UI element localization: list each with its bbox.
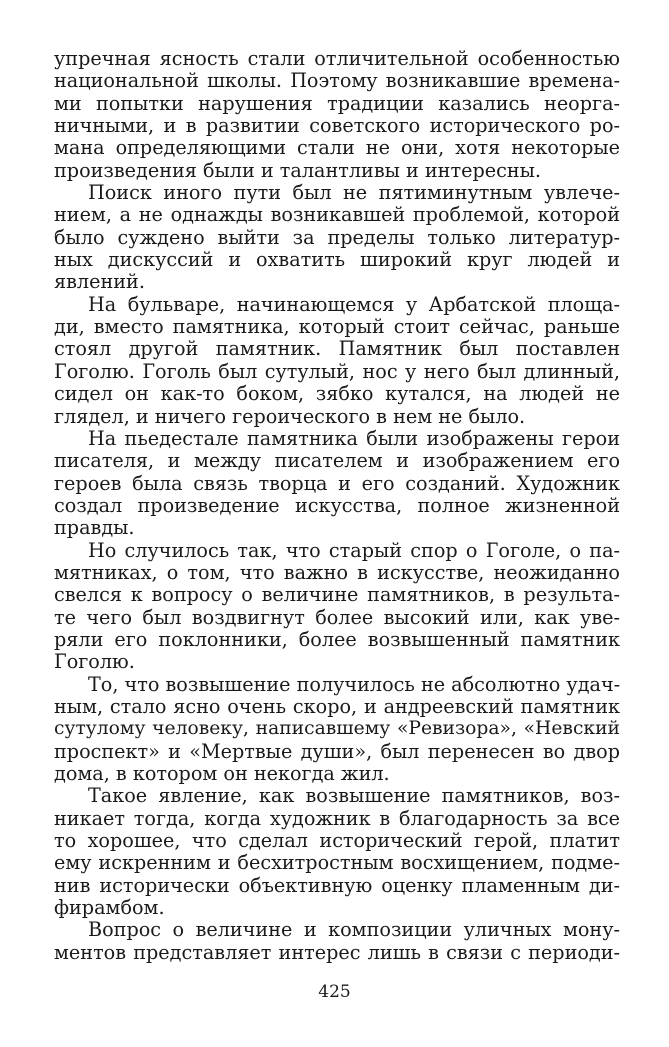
text-line: создал произведение искусства, полное жизненной	[54, 493, 620, 517]
text-line: Но случилось так, что старый спор о Гоголе, о па-	[88, 538, 620, 562]
paragraph-3	[54, 294, 620, 428]
text-line: мятниках, о том, что важно в искусстве, неожиданно	[54, 560, 620, 584]
page-number: 425	[318, 982, 351, 1002]
text-line: Такое явление, как возвышение памятников, воз-	[88, 784, 620, 808]
paragraph-8	[54, 919, 620, 964]
paragraph-1	[54, 48, 620, 182]
text-line: глядел, и ничего героического в нем не было.	[54, 404, 526, 428]
text-line: сидел он как-то боком, зябко кутался, на людей не	[54, 382, 620, 406]
paragraph-5	[54, 540, 620, 674]
text-line: стоял другой памятник. Памятник был поставлен	[54, 337, 620, 361]
text-line: ным, стало ясно очень скоро, и андреевский памятник	[54, 694, 620, 718]
page-text	[54, 48, 620, 964]
text-line: героев была связь творца и его созданий. Художник	[54, 471, 620, 495]
text-line: сутулому человеку, написавшему «Ревизора», «Невский	[54, 718, 620, 740]
text-line: дома, в котором он некогда жил.	[54, 762, 390, 785]
text-line: мана определяющими стали не они, хотя некоторые	[54, 136, 620, 160]
text-line: На бульваре, начинающемся у Арбатской площа-	[88, 292, 620, 316]
text-line: свелся к вопросу о величине памятников, в результа-	[54, 583, 620, 607]
text-line: нив исторически объективную оценку пламенным ди-	[54, 873, 620, 897]
text-line: На пьедестале памятника были изображены герои	[88, 426, 620, 450]
text-line: ментов представляет интерес лишь в связи с периоди-	[54, 940, 620, 964]
paragraph-2	[54, 182, 620, 294]
text-line: ных дискуссий и охватить широкий круг людей и	[54, 248, 620, 272]
text-line: Гоголю. Гоголь был сутулый, нос у него был длинный,	[54, 359, 620, 383]
text-line: то хорошее, что сделал исторический герой, платит	[54, 829, 620, 853]
text-line: те чего был воздвигнут более высокий или, как уве-	[54, 605, 620, 629]
paragraph-4	[54, 428, 620, 540]
text-line: ми попытки нарушения традиции казались неорга-	[54, 91, 620, 115]
text-line: национальной школы. Поэтому возникавшие времена-	[54, 69, 620, 93]
text-line: писателя, и между писателем и изображением его	[54, 449, 620, 473]
text-line: произведения были и талантливы и интересны.	[54, 158, 541, 182]
text-line: упречная ясность стали отличительной особенностью	[54, 47, 620, 70]
paragraph-7	[54, 785, 620, 919]
text-line: ряли его поклонники, более возвышенный памятник	[54, 627, 620, 651]
text-line: проспект» и «Мертвые души», был перенесен во двор	[54, 739, 620, 763]
text-line: явлений.	[54, 270, 145, 294]
text-line: Поиск иного пути был не пятиминутным увлече-	[88, 181, 620, 205]
text-line: Вопрос о величине и композиции уличных мону-	[88, 918, 620, 942]
text-line: было суждено выйти за пределы только литератур-	[54, 225, 620, 249]
text-line: ди, вместо памятника, который стоит сейчас, раньше	[54, 315, 620, 339]
text-line: ничными, и в развитии советского исторического ро-	[54, 114, 620, 138]
text-line: нием, а не однажды возникавшей проблемой, которой	[54, 203, 620, 227]
text-line: ему искренним и бесхитростным восхищением, подме-	[54, 851, 620, 875]
text-line: фирамбом.	[54, 896, 165, 920]
text-line: Гоголю.	[54, 650, 135, 674]
text-line: никает тогда, когда художник в благодарность за все	[54, 806, 620, 830]
text-line: То, что возвышение получилось не абсолютно удач-	[88, 672, 621, 696]
text-line: правды.	[54, 516, 135, 540]
paragraph-6	[54, 674, 620, 786]
